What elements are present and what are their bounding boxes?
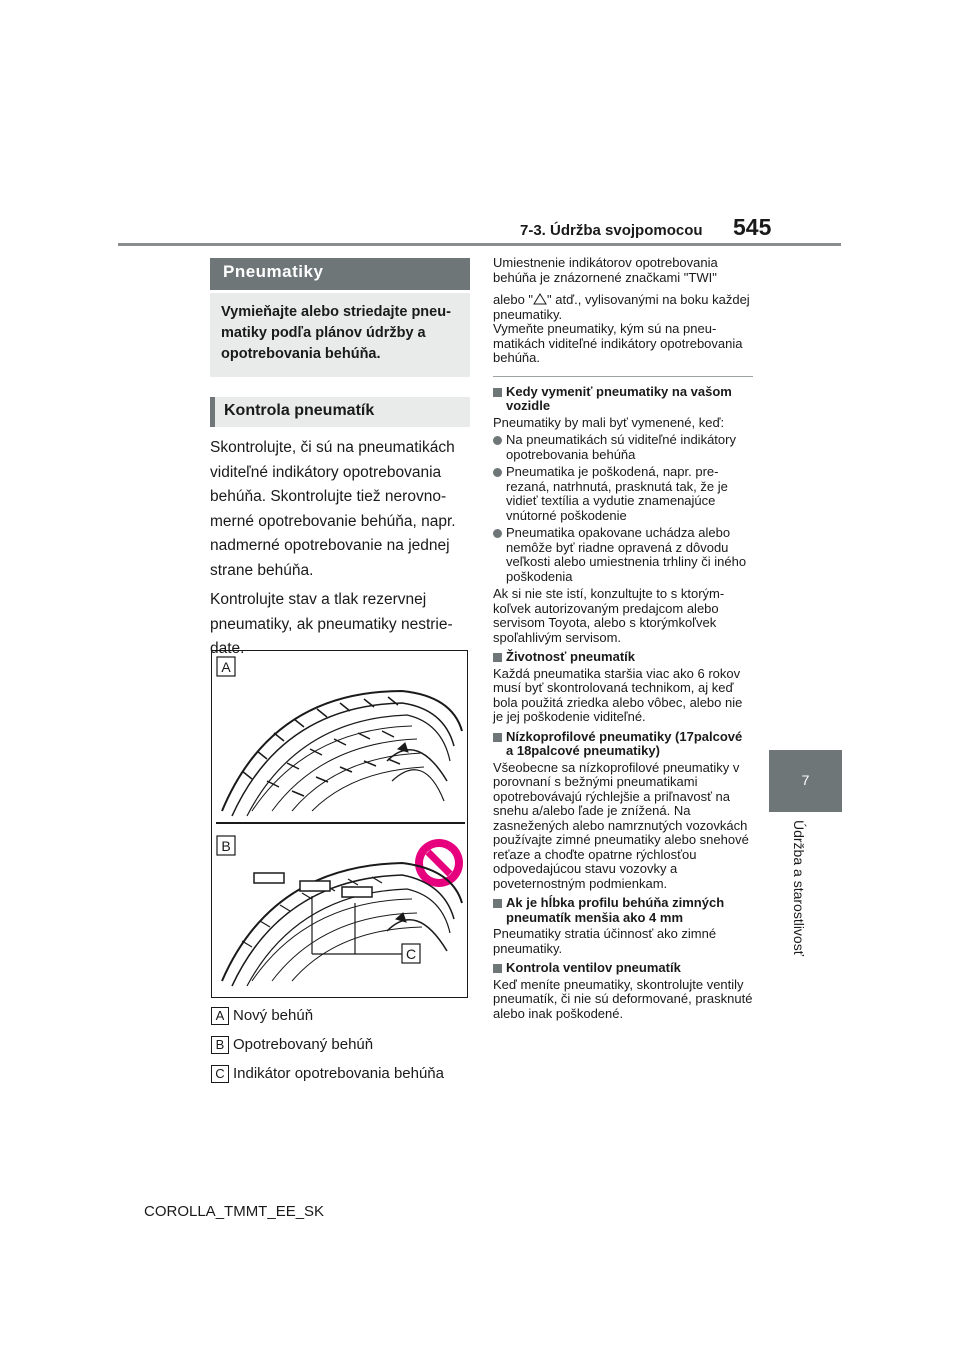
tire-life-text: Každá pneumatika staršia viac ako 6 rokov musí byť skontrolovaná technikom, aj keď bola použitá zriedka alebo vôbec, alebo nie je jej poškodenie viditeľné. [493, 665, 743, 724]
bullet-text-1: Na pneumatikách sú viditeľné indikátory opotrebovania behúňa [506, 432, 736, 462]
bullet-item [493, 526, 753, 584]
twi-paragraph-1: Umiestnenie indikátorov opotrebovania behúňa je znázornené značkami "TWI" [493, 255, 718, 285]
replace-tires-intro: Pneumatiky by mali byť vymenené, keď: [493, 414, 725, 430]
subsection-heading [210, 397, 470, 427]
figure-label-b: B [221, 838, 231, 854]
subsection-title: Kontrola pneumatík [224, 402, 375, 419]
chapter-number: 7 [801, 772, 810, 788]
heading-winter-depth-text: Ak je hĺbka profilu behúňa zimných pneumatík menšia ako 4 mm [506, 895, 725, 925]
round-bullet-icon [493, 529, 502, 538]
square-bullet-icon [493, 653, 502, 662]
bullet-text-3: Pneumatika opakovane uchádza alebo nemôže byť riadne opravená z dôvodu veľkosti alebo umiestnenia trhliny či iného poškodenia [506, 525, 747, 584]
heading-low-profile-text: Nízkoprofilové pneumatiky (17palcové a 18palcové pneumatiky) [506, 728, 743, 758]
legend-text-b: Opotrebovaný behúň [233, 1036, 374, 1053]
right-column [493, 256, 753, 1026]
triangle-mark-icon [533, 293, 547, 305]
bullet-item [493, 465, 753, 523]
valves-text: Keď meníte pneumatiky, skontrolujte ventily pneumatík, či nie sú deformované, prasknuté alebo inak poškodené. [493, 976, 753, 1021]
legend-item-b [211, 1036, 481, 1054]
square-bullet-icon [493, 964, 502, 973]
header-rule [118, 243, 841, 246]
round-bullet-icon [493, 436, 502, 445]
heading-replace-tires [493, 385, 753, 414]
legend-item-c [211, 1065, 481, 1083]
heading-winter-depth [493, 896, 753, 925]
heading-low-profile [493, 730, 753, 759]
legend-key-b: B [211, 1036, 229, 1054]
figure-label-c: C [405, 946, 417, 962]
round-bullet-icon [493, 468, 502, 477]
section-heading: Pneumatiky [210, 258, 470, 290]
legend-text-a: Nový behúň [233, 1007, 314, 1024]
bullet-text-2: Pneumatika je poškodená, napr. prerezaná, natrhnutá, prasknutá tak, že je vidieť textília a vydutie znamenajúce vnútorné poškodenie [506, 464, 728, 523]
winter-depth-text: Pneumatiky stratia účinnosť ako zimné pneumatiky. [493, 926, 717, 956]
twi-text-pre: alebo " [493, 292, 534, 307]
chapter-tab[interactable] [769, 750, 842, 812]
heading-valves [493, 961, 753, 976]
legend-item-a [211, 1007, 481, 1025]
body-paragraph-2: Kontrolujte stav a tlak rezervnej pneumatiky, ak pneumatiky nestriedate. [210, 591, 453, 657]
document-code: COROLLA_TMMT_EE_SK [144, 1203, 325, 1220]
section-title: 7-3. Údržba svojpomocou [520, 222, 703, 239]
figure-label-a: A [221, 659, 231, 675]
legend-key-c: C [211, 1065, 229, 1083]
heading-valves-text: Kontrola ventilov pneumatík [506, 960, 681, 975]
chapter-label: Údržba a starostlivosť [791, 820, 807, 956]
replace-tires-note: Ak si nie ste istí, konzultujte to s ktorýmkoľvek autorizovaným predajcom alebo servisom Toyota, alebo s ktorýmkoľvek spoľahlivým servisom. [493, 586, 725, 645]
body-paragraph-1: Skontrolujte, či sú na pneumatikách viditeľné indikátory opotrebovania behúňa. Skontrolujte tiež nerovnomerné opotrebovanie behúňa, napr. nadmerné opotrebovanie na jednej strane behúňa. [210, 439, 456, 579]
bullet-item [493, 433, 753, 462]
heading-tire-life [493, 650, 753, 665]
heading-replace-tires-text: Kedy vymeniť pneumatiky na vašom vozidle [506, 383, 732, 413]
legend-key-a: A [211, 1007, 229, 1025]
heading-tire-life-text: Životnosť pneumatík [506, 649, 636, 664]
intro-box [210, 293, 470, 377]
twi-text-post: " atď., vylisovanými na boku každej pneumatiky. [493, 292, 750, 322]
prohibition-icon [415, 839, 463, 887]
square-bullet-icon [493, 733, 502, 742]
new-tire-drawing [222, 691, 462, 816]
intro-text: Vymieňajte alebo striedajte pneumatiky podľa plánov údržby a opotrebovania behúňa. [221, 304, 451, 362]
twi-paragraph-3: Vymeňte pneumatiky, kým sú na pneumatikách viditeľné indikátory opotrebovania behúňa. [493, 321, 743, 365]
tire-wear-illustration [211, 650, 468, 998]
page-number: 545 [733, 214, 772, 240]
square-bullet-icon [493, 388, 502, 397]
legend-text-c: Indikátor opotrebovania behúňa [233, 1065, 444, 1082]
twi-paragraph-2 [493, 293, 753, 366]
square-bullet-icon [493, 899, 502, 908]
divider [493, 376, 753, 377]
low-profile-text: Všeobecne sa nízkoprofilové pneumatiky v porovnaní s bežnými pneumatikami opotrebovávajú rýchlejšie a priľnavosť na snehu a/alebo ľade je znížená. Na zasnežených alebo namrznutých vozovkách používajte zimné pneumatiky alebo snehové reťaze a choďte opatrne rýchlosťou odpovedajúcou stavu vozovky a poveternostným podmienkam. [493, 759, 749, 891]
body-text [210, 436, 472, 667]
